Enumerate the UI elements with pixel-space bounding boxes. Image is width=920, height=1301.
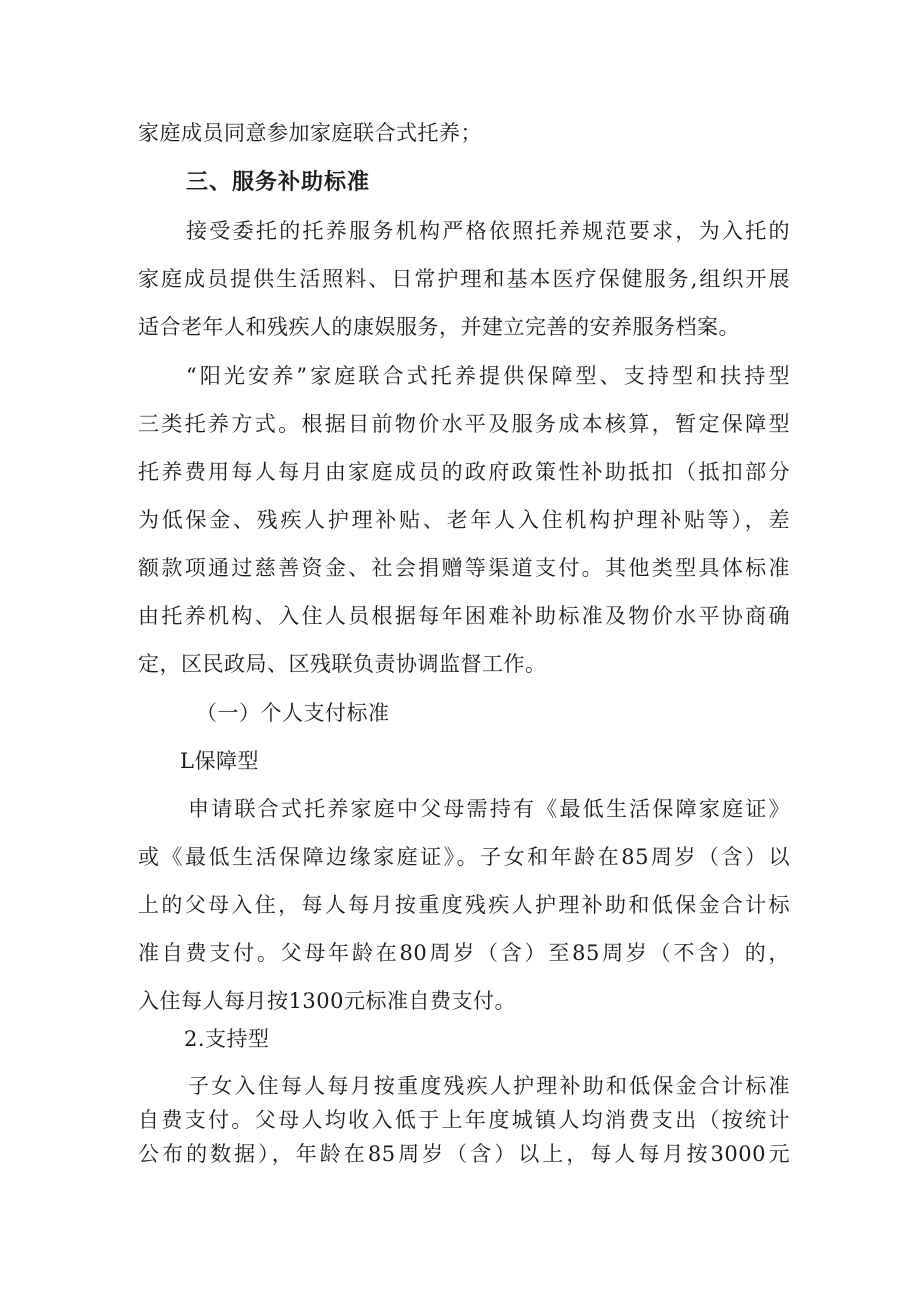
para2-line-3: 托养费用每人每月由家庭成员的政府政策性补助抵扣（抵扣部分 <box>138 460 790 484</box>
para4-line-2: 自费支付。父母人均收入低于上年度城镇人均消费支出（按统计 <box>138 1108 790 1132</box>
para1-line-1: 接受委托的托养服务机构严格依照托养规范要求，为入托的 <box>186 219 790 243</box>
para4-line-3: 公布的数据），年龄在85周岁（含）以上，每人每月按3000元 <box>138 1142 790 1166</box>
para3-line-2: 或《最低生活保障边缘家庭证》。子女和年龄在85周岁（含）以 <box>138 845 790 869</box>
section-heading: 三、服务补助标准 <box>186 170 371 195</box>
item1-title: L保障型 <box>180 749 259 773</box>
para2-line-4: 为低保金、残疾人护理补贴、老年人入住机构护理补贴等），差 <box>138 508 790 532</box>
para2-line-5: 额款项通过慈善资金、社会捐赠等渠道支付。其他类型具体标准 <box>138 556 790 580</box>
para2-line-7: 定，区民政局、区残联负责协调监督工作。 <box>138 652 547 676</box>
para2-line-2: 三类托养方式。根据目前物价水平及服务成本核算，暂定保障型 <box>138 412 790 436</box>
subsection-title: （一）个人支付标准 <box>196 701 390 725</box>
para3-line-4: 准自费支付。父母年龄在80周岁（含）至85周岁（不含）的， <box>138 941 790 965</box>
para3-line-3: 上的父母入住，每人每月按重度残疾人护理补助和低保金合计标 <box>138 893 790 917</box>
para1-line-2: 家庭成员提供生活照料、日常护理和基本医疗保健服务,组织开展 <box>138 267 790 291</box>
intro-tail-line: 家庭成员同意参加家庭联合式托养； <box>138 121 482 145</box>
item2-title: 2.支持型 <box>184 1027 270 1051</box>
para1-line-3: 适合老年人和残疾人的康娱服务，并建立完善的安养服务档案。 <box>138 315 740 339</box>
para2-line-1: “阳光安养”家庭联合式托养提供保障型、支持型和扶持型 <box>186 364 790 388</box>
para4-line-1: 子女入住每人每月按重度残疾人护理补助和低保金合计标准 <box>188 1074 790 1098</box>
para3-line-1: 申请联合式托养家庭中父母需持有《最低生活保障家庭证》 <box>188 797 790 821</box>
para2-line-6: 由托养机构、入住人员根据每年困难补助标准及物价水平协商确 <box>138 604 790 628</box>
para3-line-5: 入住每人每月按1300元标准自费支付。 <box>138 989 516 1013</box>
